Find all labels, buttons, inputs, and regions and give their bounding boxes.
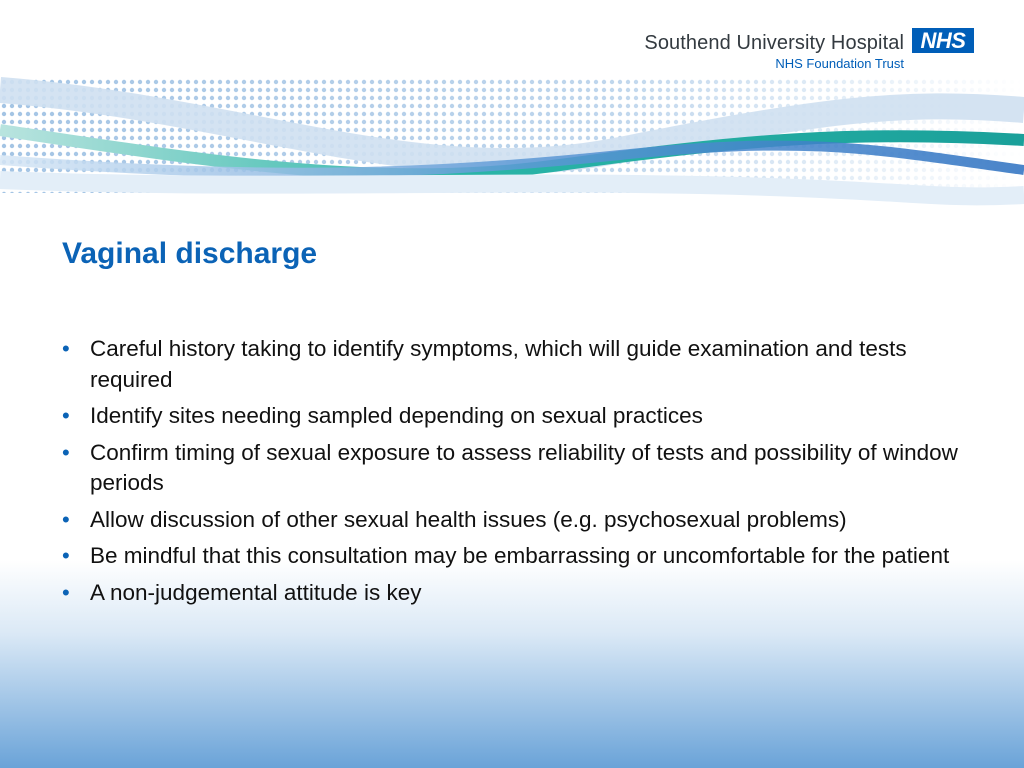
bullet-list: [62, 334, 972, 614]
bullet-icon: •: [62, 579, 70, 605]
logo-hospital-name: Southend University Hospital: [644, 32, 904, 54]
bullet-text: Allow discussion of other sexual health issues (e.g. psychosexual problems): [90, 506, 847, 532]
bullet-item: [62, 401, 972, 432]
slide-title: Vaginal discharge: [62, 237, 318, 270]
bullet-icon: •: [62, 336, 70, 361]
bullet-text: Confirm timing of sexual exposure to assess reliability of tests and possibility of window periods: [90, 439, 958, 495]
bullet-icon: •: [62, 543, 70, 568]
logo-trust-name: NHS Foundation Trust: [775, 56, 904, 71]
bullet-item: [62, 505, 972, 536]
bullet-text: A non-judgemental attitude is key: [90, 579, 422, 605]
bullet-text: Identify sites needing sampled depending on sexual practices: [90, 403, 703, 428]
bullet-icon: •: [62, 439, 70, 465]
wave-banner: [0, 70, 1024, 220]
hospital-logo: [614, 26, 974, 72]
bullet-icon: •: [62, 506, 70, 532]
bullet-icon: •: [62, 403, 70, 428]
bullet-item: [62, 541, 972, 572]
bullet-item: [62, 438, 972, 499]
bullet-item: [62, 578, 972, 609]
nhs-logo: NHS: [912, 28, 974, 53]
bullet-item: [62, 334, 972, 395]
bullet-text: Be mindful that this consultation may be embarrassing or uncomfortable for the patient: [90, 543, 950, 568]
bullet-text: Careful history taking to identify symptoms, which will guide examination and tests required: [90, 336, 907, 392]
